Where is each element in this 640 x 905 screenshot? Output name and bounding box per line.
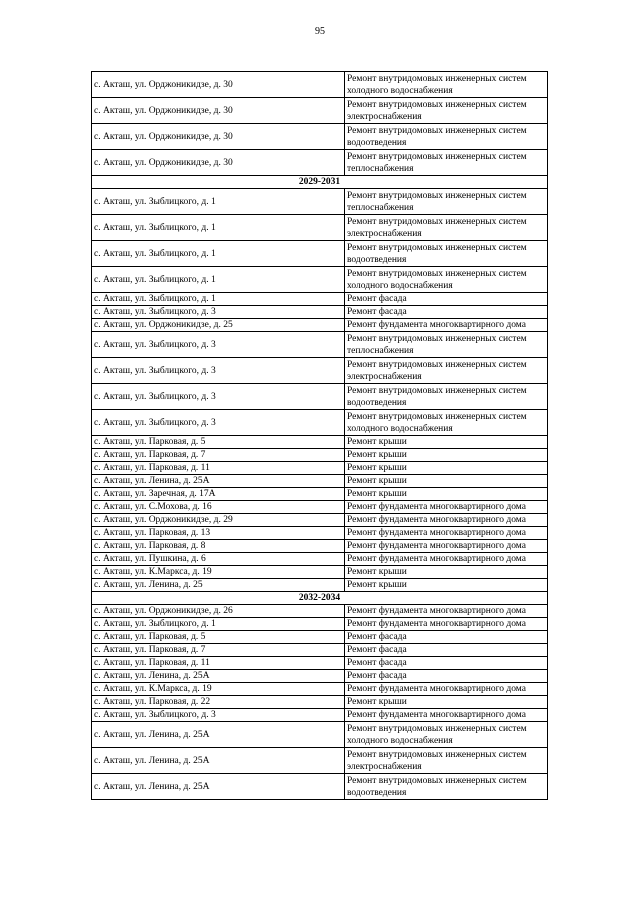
- address-cell: с. Акташ, ул. С.Мохова, д. 16: [92, 501, 345, 514]
- table-row: [92, 462, 548, 475]
- address-cell: с. Акташ, ул. Орджоникидзе, д. 30: [92, 124, 345, 150]
- address-cell: с. Акташ, ул. Орджоникидзе, д. 30: [92, 72, 345, 98]
- table-row: [92, 475, 548, 488]
- work-type-cell: Ремонт внутридомовых инженерных систем электроснабжения: [345, 358, 548, 384]
- address-cell: с. Акташ, ул. Орджоникидзе, д. 30: [92, 150, 345, 176]
- address-cell: с. Акташ, ул. Зыблицкого, д. 1: [92, 293, 345, 306]
- table-row: [92, 488, 548, 501]
- table-row: [92, 670, 548, 683]
- table-row: [92, 98, 548, 124]
- work-type-cell: Ремонт внутридомовых инженерных систем холодного водоснабжения: [345, 722, 548, 748]
- work-type-cell: Ремонт фасада: [345, 644, 548, 657]
- address-cell: с. Акташ, ул. Зыблицкого, д. 3: [92, 332, 345, 358]
- address-cell: с. Акташ, ул. Зыблицкого, д. 3: [92, 358, 345, 384]
- work-type-cell: Ремонт крыши: [345, 566, 548, 579]
- table-row: [92, 540, 548, 553]
- table-row: [92, 72, 548, 98]
- work-type-cell: Ремонт фундамента многоквартирного дома: [345, 709, 548, 722]
- table-row: [92, 267, 548, 293]
- table-row: [92, 150, 548, 176]
- table-row: [92, 683, 548, 696]
- table-row: [92, 527, 548, 540]
- address-cell: с. Акташ, ул. Парковая, д. 5: [92, 631, 345, 644]
- table-row: [92, 319, 548, 332]
- table-row: [92, 605, 548, 618]
- work-type-cell: Ремонт фундамента многоквартирного дома: [345, 553, 548, 566]
- section-header-row: [92, 592, 548, 605]
- work-type-cell: Ремонт внутридомовых инженерных систем холодного водоснабжения: [345, 267, 548, 293]
- work-type-cell: Ремонт фундамента многоквартирного дома: [345, 514, 548, 527]
- work-type-cell: Ремонт крыши: [345, 449, 548, 462]
- table-row: [92, 358, 548, 384]
- address-cell: с. Акташ, ул. Ленина, д. 25А: [92, 774, 345, 800]
- work-type-cell: Ремонт внутридомовых инженерных систем водоотведения: [345, 241, 548, 267]
- section-header: 2032-2034: [92, 592, 548, 605]
- work-type-cell: Ремонт внутридомовых инженерных систем водоотведения: [345, 124, 548, 150]
- work-type-cell: Ремонт фундамента многоквартирного дома: [345, 618, 548, 631]
- table-row: [92, 618, 548, 631]
- work-type-cell: Ремонт внутридомовых инженерных систем электроснабжения: [345, 215, 548, 241]
- table-row: [92, 410, 548, 436]
- address-cell: с. Акташ, ул. Парковая, д. 5: [92, 436, 345, 449]
- table-row: [92, 436, 548, 449]
- works-table: [91, 71, 548, 800]
- work-type-cell: Ремонт фасада: [345, 670, 548, 683]
- address-cell: с. Акташ, ул. К.Маркса, д. 19: [92, 683, 345, 696]
- work-type-cell: Ремонт крыши: [345, 696, 548, 709]
- address-cell: с. Акташ, ул. Парковая, д. 22: [92, 696, 345, 709]
- table-row: [92, 566, 548, 579]
- works-table-body: [92, 72, 548, 800]
- work-type-cell: Ремонт внутридомовых инженерных систем электроснабжения: [345, 98, 548, 124]
- address-cell: с. Акташ, ул. Парковая, д. 8: [92, 540, 345, 553]
- table-row: [92, 722, 548, 748]
- work-type-cell: Ремонт внутридомовых инженерных систем холодного водоснабжения: [345, 72, 548, 98]
- address-cell: с. Акташ, ул. Зыблицкого, д. 1: [92, 189, 345, 215]
- address-cell: с. Акташ, ул. Парковая, д. 13: [92, 527, 345, 540]
- work-type-cell: Ремонт фасада: [345, 657, 548, 670]
- page-number: 95: [315, 26, 325, 37]
- table-row: [92, 748, 548, 774]
- address-cell: с. Акташ, ул. Зыблицкого, д. 1: [92, 618, 345, 631]
- table-row: [92, 657, 548, 670]
- table-row: [92, 696, 548, 709]
- table-row: [92, 215, 548, 241]
- work-type-cell: Ремонт внутридомовых инженерных систем теплоснабжения: [345, 189, 548, 215]
- address-cell: с. Акташ, ул. Ленина, д. 25А: [92, 475, 345, 488]
- address-cell: с. Акташ, ул. Парковая, д. 7: [92, 644, 345, 657]
- work-type-cell: Ремонт фундамента многоквартирного дома: [345, 683, 548, 696]
- work-type-cell: Ремонт фундамента многоквартирного дома: [345, 501, 548, 514]
- address-cell: с. Акташ, ул. Зыблицкого, д. 3: [92, 709, 345, 722]
- address-cell: с. Акташ, ул. Заречная, д. 17А: [92, 488, 345, 501]
- address-cell: с. Акташ, ул. Орджоникидзе, д. 30: [92, 98, 345, 124]
- table-row: [92, 241, 548, 267]
- address-cell: с. Акташ, ул. Зыблицкого, д. 3: [92, 410, 345, 436]
- work-type-cell: Ремонт внутридомовых инженерных систем теплоснабжения: [345, 150, 548, 176]
- table-row: [92, 189, 548, 215]
- table-row: [92, 709, 548, 722]
- work-type-cell: Ремонт внутридомовых инженерных систем водоотведения: [345, 384, 548, 410]
- address-cell: с. Акташ, ул. Зыблицкого, д. 3: [92, 306, 345, 319]
- address-cell: с. Акташ, ул. Зыблицкого, д. 1: [92, 241, 345, 267]
- table-row: [92, 332, 548, 358]
- table-row: [92, 306, 548, 319]
- address-cell: с. Акташ, ул. Ленина, д. 25А: [92, 748, 345, 774]
- work-type-cell: Ремонт фасада: [345, 293, 548, 306]
- work-type-cell: Ремонт внутридомовых инженерных систем электроснабжения: [345, 748, 548, 774]
- address-cell: с. Акташ, ул. Орджоникидзе, д. 26: [92, 605, 345, 618]
- work-type-cell: Ремонт фасада: [345, 306, 548, 319]
- work-type-cell: Ремонт крыши: [345, 475, 548, 488]
- table-row: [92, 644, 548, 657]
- table-row: [92, 501, 548, 514]
- work-type-cell: Ремонт фундамента многоквартирного дома: [345, 540, 548, 553]
- table-row: [92, 124, 548, 150]
- address-cell: с. Акташ, ул. Парковая, д. 7: [92, 449, 345, 462]
- address-cell: с. Акташ, ул. Зыблицкого, д. 1: [92, 267, 345, 293]
- work-type-cell: Ремонт крыши: [345, 579, 548, 592]
- work-type-cell: Ремонт фундамента многоквартирного дома: [345, 605, 548, 618]
- work-type-cell: Ремонт крыши: [345, 462, 548, 475]
- address-cell: с. Акташ, ул. К.Маркса, д. 19: [92, 566, 345, 579]
- work-type-cell: Ремонт фасада: [345, 631, 548, 644]
- address-cell: с. Акташ, ул. Ленина, д. 25А: [92, 670, 345, 683]
- table-row: [92, 631, 548, 644]
- section-header: 2029-2031: [92, 176, 548, 189]
- work-type-cell: Ремонт внутридомовых инженерных систем водоотведения: [345, 774, 548, 800]
- table-row: [92, 579, 548, 592]
- address-cell: с. Акташ, ул. Зыблицкого, д. 3: [92, 384, 345, 410]
- address-cell: с. Акташ, ул. Ленина, д. 25А: [92, 722, 345, 748]
- table-row: [92, 514, 548, 527]
- work-type-cell: Ремонт фундамента многоквартирного дома: [345, 527, 548, 540]
- table-row: [92, 384, 548, 410]
- address-cell: с. Акташ, ул. Парковая, д. 11: [92, 657, 345, 670]
- address-cell: с. Акташ, ул. Орджоникидзе, д. 25: [92, 319, 345, 332]
- table-row: [92, 553, 548, 566]
- work-type-cell: Ремонт фундамента многоквартирного дома: [345, 319, 548, 332]
- work-type-cell: Ремонт крыши: [345, 488, 548, 501]
- work-type-cell: Ремонт крыши: [345, 436, 548, 449]
- address-cell: с. Акташ, ул. Ленина, д. 25: [92, 579, 345, 592]
- address-cell: с. Акташ, ул. Зыблицкого, д. 1: [92, 215, 345, 241]
- address-cell: с. Акташ, ул. Пушкина, д. 6: [92, 553, 345, 566]
- address-cell: с. Акташ, ул. Орджоникидзе, д. 29: [92, 514, 345, 527]
- table-row: [92, 449, 548, 462]
- section-header-row: [92, 176, 548, 189]
- address-cell: с. Акташ, ул. Парковая, д. 11: [92, 462, 345, 475]
- work-type-cell: Ремонт внутридомовых инженерных систем холодного водоснабжения: [345, 410, 548, 436]
- table-row: [92, 293, 548, 306]
- table-row: [92, 774, 548, 800]
- work-type-cell: Ремонт внутридомовых инженерных систем теплоснабжения: [345, 332, 548, 358]
